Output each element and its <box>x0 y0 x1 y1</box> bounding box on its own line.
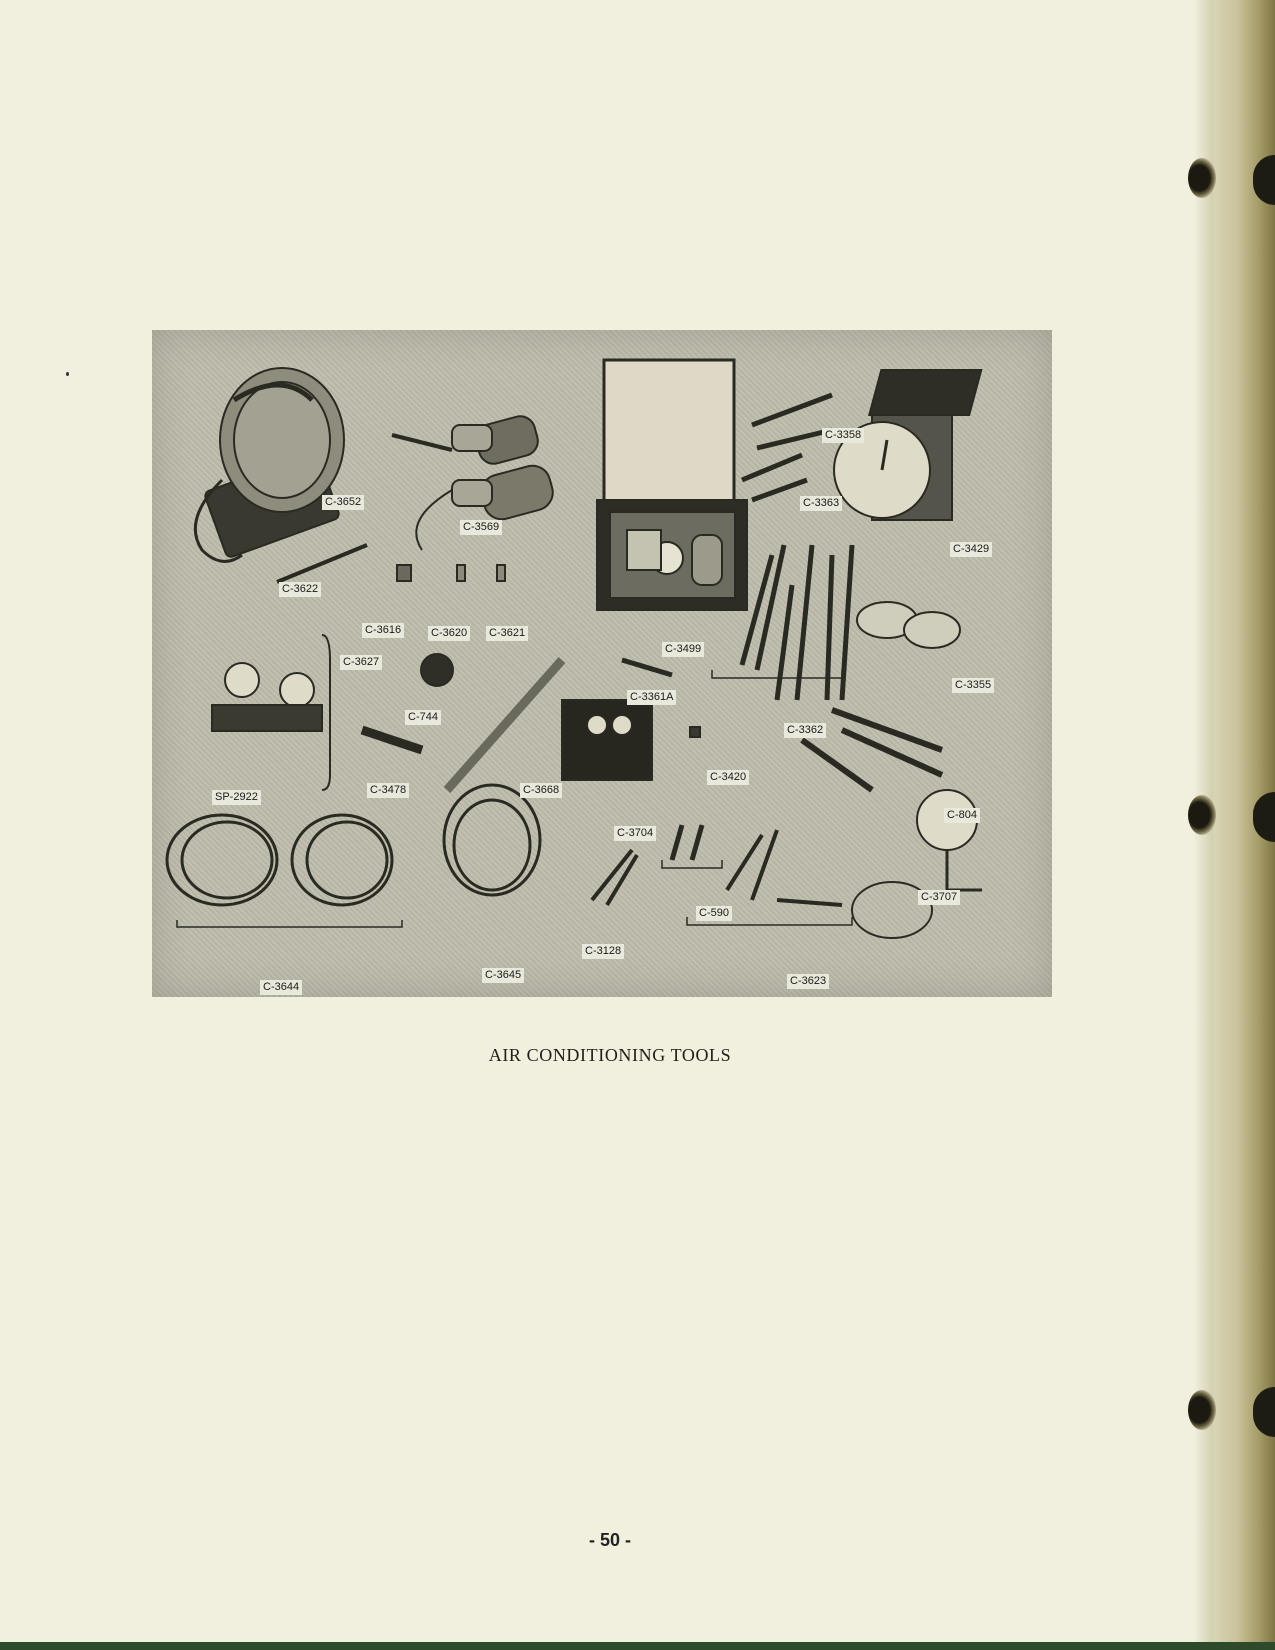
label-c3704: C-3704 <box>614 826 656 841</box>
manifold-gauges-icon <box>212 635 330 790</box>
tools-photograph <box>152 330 1052 997</box>
flaring-tool-icon <box>802 710 942 790</box>
label-c3707: C-3707 <box>918 890 960 905</box>
c3420-fitting-icon <box>690 727 700 737</box>
wrenches-icon <box>742 395 832 500</box>
label-c3362: C-3362 <box>784 723 826 738</box>
c3362-bracket-icon <box>712 670 842 678</box>
test-kit-case-icon <box>597 360 747 610</box>
label-c744: C-744 <box>405 710 441 725</box>
c590-bracket-icon <box>662 860 722 868</box>
label-c3355: C-3355 <box>952 678 994 693</box>
label-c3616: C-3616 <box>362 623 404 638</box>
label-c590: C-590 <box>696 906 732 921</box>
punch-hole <box>1188 1390 1216 1430</box>
c3644-hoses-icon <box>167 815 392 905</box>
label-c3623: C-3623 <box>787 974 829 989</box>
c3668-tool-icon <box>447 660 562 790</box>
label-c3478: C-3478 <box>367 783 409 798</box>
pliers-icon <box>592 850 637 905</box>
bottom-edge-strip <box>0 1642 1275 1650</box>
label-c3627: C-3627 <box>340 655 382 670</box>
c3620-fitting-icon <box>457 565 465 581</box>
label-c3499: C-3499 <box>662 642 704 657</box>
label-c3358: C-3358 <box>822 428 864 443</box>
c3644-bracket-icon <box>177 920 402 927</box>
punch-hole <box>1188 158 1216 198</box>
charging-station-icon <box>562 700 652 780</box>
c3621-fitting-icon <box>497 565 505 581</box>
label-c3429: C-3429 <box>950 542 992 557</box>
label-c3569: C-3569 <box>460 520 502 535</box>
c3623-tools-icon <box>727 830 842 905</box>
label-c3622: C-3622 <box>279 582 321 597</box>
label-c3363: C-3363 <box>800 496 842 511</box>
figure-caption: AIR CONDITIONING TOOLS <box>488 1045 732 1065</box>
ink-speck <box>66 372 69 376</box>
label-c3668: C-3668 <box>520 783 562 798</box>
page-number: - 50 - <box>588 1530 631 1550</box>
label-c804: C-804 <box>944 808 980 823</box>
c3622-rod-icon <box>277 545 367 582</box>
label-c3621: C-3621 <box>486 626 528 641</box>
label-c3620: C-3620 <box>428 626 470 641</box>
label-c3361a: C-3361A <box>627 690 676 705</box>
scale-icon <box>834 370 981 520</box>
c744-tool-icon <box>421 654 453 686</box>
c3616-fitting-icon <box>397 565 411 581</box>
tools-illustration <box>152 330 1052 997</box>
label-c3128: C-3128 <box>582 944 624 959</box>
c3361a-tool-icon <box>622 660 672 675</box>
label-c3645: C-3645 <box>482 968 524 983</box>
label-sp2922: SP-2922 <box>212 790 261 805</box>
c3362-bars-icon <box>742 545 852 700</box>
c3645-hoses-icon <box>444 785 540 895</box>
goggles-icon <box>857 602 960 648</box>
tube-cutter-icon <box>362 730 422 750</box>
c590-tool-icon <box>672 825 702 860</box>
punch-hole <box>1188 795 1216 835</box>
label-c3652: C-3652 <box>322 495 364 510</box>
vacuum-pump-icon <box>195 368 344 561</box>
label-c3644: C-3644 <box>260 980 302 995</box>
label-c3420: C-3420 <box>707 770 749 785</box>
